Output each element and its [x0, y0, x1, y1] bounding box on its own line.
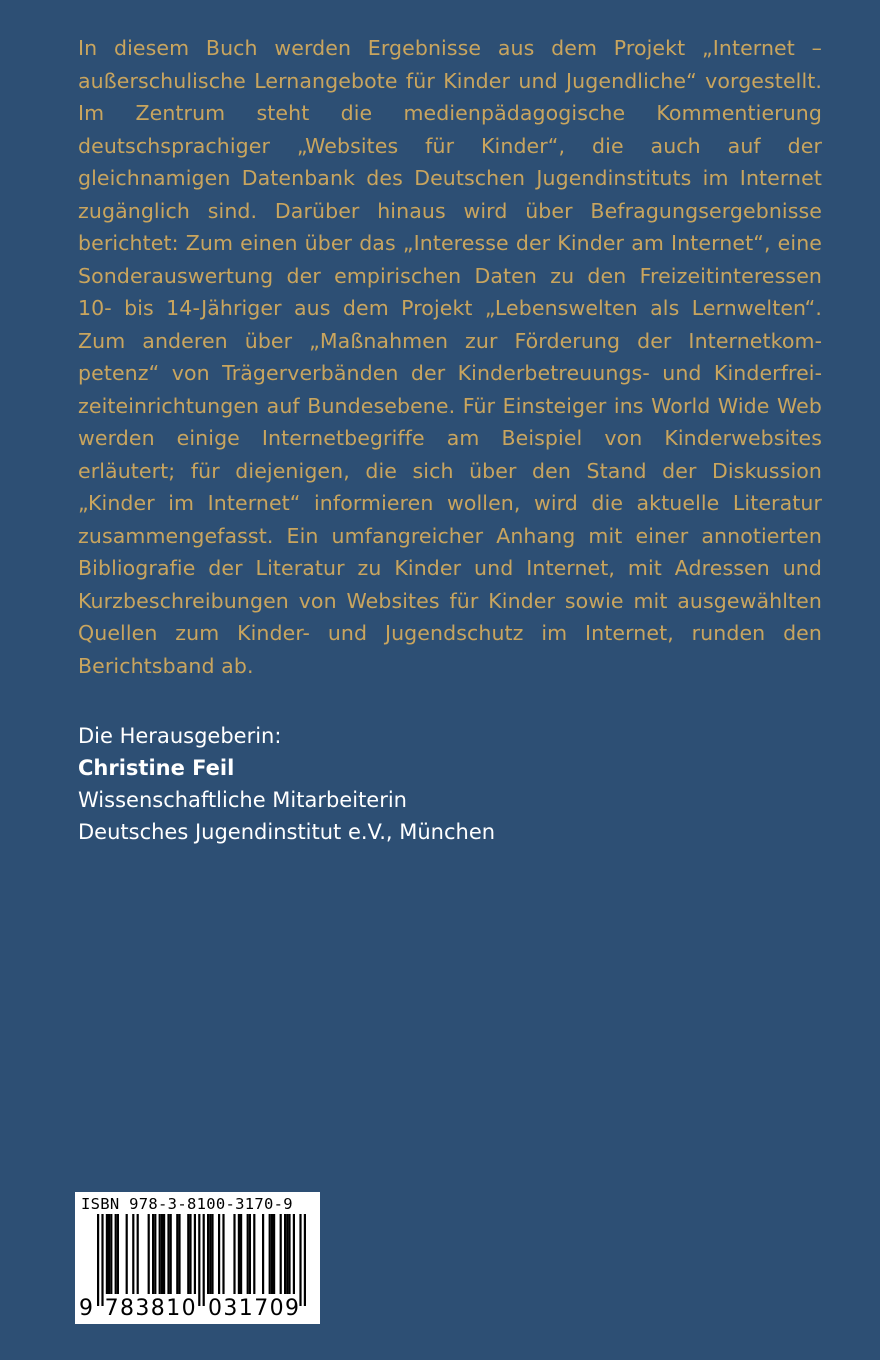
- editor-title: Wissenschaftliche Mitarbeiterin: [78, 788, 407, 812]
- barcode-bar: [240, 1214, 242, 1294]
- barcode-digit: 0: [181, 1296, 196, 1321]
- isbn-label: ISBN 978-3-8100-3170-9: [81, 1195, 293, 1213]
- barcode-digit: 7: [254, 1296, 269, 1321]
- barcode-bar: [194, 1214, 196, 1294]
- barcode-bar: [110, 1214, 112, 1294]
- barcode-bar: [167, 1214, 169, 1294]
- barcode-bar: [218, 1214, 220, 1294]
- barcode-digit: 0: [269, 1296, 284, 1321]
- barcode-bar: [159, 1214, 161, 1294]
- barcode-bar: [126, 1214, 128, 1294]
- barcode-bar: [178, 1214, 180, 1294]
- barcode-bar: [106, 1214, 108, 1294]
- barcode-bar: [288, 1214, 290, 1294]
- barcode-bar: [299, 1214, 301, 1306]
- barcode-bar: [163, 1214, 165, 1294]
- barcode-digit: 8: [120, 1296, 134, 1321]
- barcode-bar: [233, 1214, 235, 1294]
- barcode-bar: [271, 1214, 273, 1294]
- barcode-bar: [247, 1214, 249, 1294]
- editor-block: [78, 720, 495, 848]
- barcode-bar: [170, 1214, 172, 1294]
- barcode-bar: [97, 1214, 99, 1306]
- barcode-digit: 9: [79, 1296, 93, 1321]
- barcode-digit: 8: [150, 1296, 165, 1321]
- barcode-digit: 9: [285, 1296, 299, 1321]
- barcode-bar: [203, 1214, 205, 1306]
- barcode-bar: [273, 1214, 275, 1294]
- barcode-bar: [189, 1214, 191, 1294]
- barcode-bar: [280, 1214, 282, 1294]
- editor-name: Christine Feil: [78, 756, 235, 780]
- barcode-digit: 1: [166, 1296, 181, 1321]
- barcode-bar: [101, 1214, 103, 1306]
- barcode-bar: [115, 1214, 117, 1294]
- barcode-bar: [211, 1214, 213, 1294]
- barcode-digit: 1: [238, 1296, 253, 1321]
- barcode-bar: [286, 1214, 288, 1294]
- barcode-bar: [148, 1214, 150, 1294]
- barcode-bar: [238, 1214, 240, 1294]
- barcode-bar: [249, 1214, 251, 1294]
- barcode-bar: [253, 1214, 255, 1294]
- back-cover-blurb: In diesem Buch werden Ergebnisse aus dem Projekt „Internet – außerschulische Lernangebote für Kinder und Jugendliche“ vorgestellt. Im Zentrum steht die medienpädagogische Kommentierung deutschsprachiger „Websites für Kinder“, die auch auf der gleichnamigen Datenbank des Deutschen Jugendinstituts im Internet zugänglich sind. Darüber hinaus wird über Befragungsergebnisse berichtet: Zum einen über das „Interesse der Kinder am Internet“, eine Sonderauswertung der empirischen Daten zu den Freizeitinteressen 10- bis 14-Jähriger aus dem Projekt „Lebenswelten als Lernwelten“. Zum anderen über „Maßnahmen zur Förderung der Internetkompetenz“ von Trägerverbänden der Kinderbetreuungs- und Kinderfreizeiteinrichtungen auf Bundesebene. Für Einsteiger ins World Wide Web werden einige Internetbegriffe am Beispiel von Kinderwebsites erläutert; für diejenigen, die sich über den Stand der Diskussion „Kinder im Internet“ informieren wollen, wird die aktuelle Literatur zusammengefasst. Ein umfangreicher Anhang mit einer annotierten Bibliografie der Literatur zu Kinder und Internet, mit Adressen und Kurzbeschreibungen von Websites für Kinder sowie mit ausgewählten Quellen zum Kinder- und Jugendschutz im Internet, runden den Berichtsband ab.: [78, 36, 822, 678]
- barcode-bar: [293, 1214, 295, 1294]
- barcode-bar: [284, 1214, 286, 1294]
- barcode-bar: [209, 1214, 211, 1294]
- editor-institution: Deutsches Jugendinstitut e.V., München: [78, 820, 496, 844]
- barcode-digit: 3: [223, 1296, 238, 1321]
- isbn-barcode: [75, 1192, 320, 1324]
- barcode-bar: [222, 1214, 224, 1294]
- barcode-bar: [108, 1214, 110, 1294]
- barcode-bar: [176, 1214, 178, 1294]
- barcode-bar: [117, 1214, 119, 1294]
- barcode-digit: 7: [104, 1296, 119, 1321]
- barcode-bar: [137, 1214, 139, 1294]
- barcode-bar: [132, 1214, 134, 1294]
- barcode-digit: 3: [135, 1296, 150, 1321]
- barcode-bar: [207, 1214, 209, 1294]
- barcode-bar: [152, 1214, 154, 1294]
- barcode-bar: [304, 1214, 306, 1306]
- barcode-bar: [187, 1214, 189, 1294]
- barcode-digit: 0: [208, 1296, 222, 1321]
- barcode-bar: [269, 1214, 271, 1294]
- barcode-bar: [262, 1214, 264, 1294]
- barcode-bar: [161, 1214, 163, 1294]
- barcode-bar: [154, 1214, 156, 1294]
- editor-role: Die Herausgeberin:: [78, 724, 282, 748]
- barcode-bar: [198, 1214, 200, 1306]
